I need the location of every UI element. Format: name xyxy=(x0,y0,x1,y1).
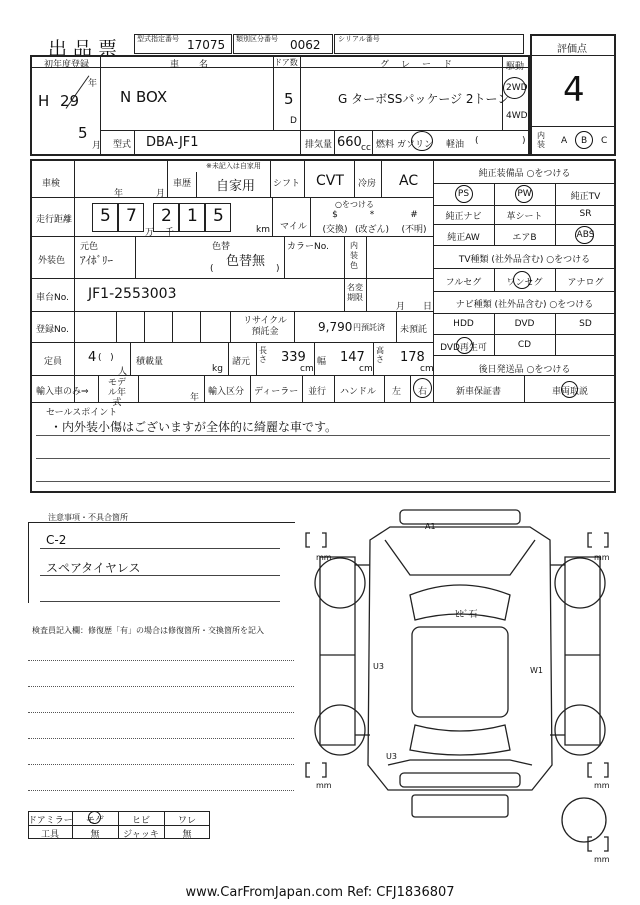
capacity-unit: 人 xyxy=(118,367,128,377)
odo-dollar: $ xyxy=(332,210,338,220)
displacement-label: 排気量 xyxy=(305,140,333,150)
mileage-unit-sen: 千 xyxy=(165,228,175,238)
mm-spare: mm xyxy=(594,855,610,864)
first-reg-label: 初年度登録 xyxy=(44,60,90,70)
odo-star: * xyxy=(369,210,375,220)
serial-label: シリアル番号 xyxy=(338,35,380,43)
reg-no-label: 登録No. xyxy=(36,325,69,335)
odo-star-sub: (改ざん) xyxy=(354,225,390,235)
fuel-paren-open: ( xyxy=(475,136,479,146)
acc-jack-value: 無 xyxy=(182,830,192,840)
acc-header-break: ワレ xyxy=(177,816,196,826)
load-unit: kg xyxy=(212,364,223,374)
navi-dvd-play: DVD再生可 xyxy=(440,343,487,353)
notes-line-1: C-2 xyxy=(46,533,67,547)
equip-airbag: エアB xyxy=(512,233,537,243)
tv-fullseg: フルセグ xyxy=(445,278,482,288)
width-value: 147 xyxy=(340,350,365,365)
shaken-month-unit: 月 xyxy=(156,189,166,199)
height-label: 高さ xyxy=(376,346,384,364)
chassis-value: JF1-2553003 xyxy=(88,286,177,302)
fuel-paren-close: ) xyxy=(522,136,526,146)
navi-dvd-play-circle xyxy=(456,337,473,354)
fuel-gasoline: ガソリン xyxy=(397,140,434,150)
interior-a: A xyxy=(561,136,568,146)
acc-header-moge: モゲ xyxy=(85,816,104,826)
grade-label: グレード xyxy=(380,60,465,70)
length-value: 339 xyxy=(281,350,306,365)
notes-line-2: スペアタイヤレス xyxy=(46,561,141,575)
mileage-unit-man: 万 xyxy=(145,228,155,238)
inspector-note-label: 検査員記入欄：修復歴「有」の場合は修復箇所・交換箇所を記入 xyxy=(32,626,264,635)
sales-point-text: ・内外装小傷はございますが全体的に綺麗な車です。 xyxy=(50,420,338,434)
sheet-title: 出品票 xyxy=(48,38,124,60)
mileage-digit-3: 2 xyxy=(161,206,172,226)
color-change-label: 色替 xyxy=(212,242,231,252)
capacity-paren: ( ) xyxy=(98,353,114,363)
drive-4wd: 4WD xyxy=(506,111,528,121)
tv-oneseg-circle xyxy=(513,271,531,289)
doors-value: 5 xyxy=(284,90,294,108)
length-unit: cm xyxy=(300,364,314,374)
doors-label: ドア数 xyxy=(274,58,298,67)
docs-manual-circle xyxy=(561,381,578,398)
chassis-label: 車台No. xyxy=(36,293,69,303)
dealer-option: ディーラー xyxy=(254,387,299,397)
model-type-value: DBA-JF1 xyxy=(146,135,199,150)
equip-ps-circle xyxy=(455,185,473,203)
equip-abs: ABS xyxy=(576,230,595,240)
equip-sr: SR xyxy=(579,209,592,219)
car-name-value: N BOX xyxy=(120,88,168,106)
acc-jack-label: ジャッキ xyxy=(123,830,159,840)
navi-title: ナビ種類 (社外品含む) ○をつける xyxy=(455,300,594,310)
color-paren-close: ) xyxy=(276,264,280,274)
recycle-suffix: 円預託済 xyxy=(353,323,385,332)
equip-leather: 革シート xyxy=(506,212,543,222)
footer-ref: www.CarFromJapan.com Ref: CFJ1836807 xyxy=(185,885,455,900)
reg-year: 29 xyxy=(60,92,80,110)
orig-color-value: ｱｲﾎﾞﾘｰ xyxy=(80,254,113,267)
mark-u3-bottom: U3 xyxy=(386,752,397,761)
import-label: 輸入車のみ⇒ xyxy=(36,387,89,397)
length-label: 長さ xyxy=(259,346,267,364)
mileage-unit-km: km xyxy=(256,225,270,235)
acc-moge-circle xyxy=(88,811,101,824)
handle-right: 右 xyxy=(418,387,428,397)
mark-chip: ﾋﾋﾞ石 xyxy=(455,610,478,620)
mark-w1: W1 xyxy=(530,666,543,675)
height-value: 178 xyxy=(400,350,425,365)
capacity-label: 定員 xyxy=(44,357,63,367)
orig-color-label: 元色 xyxy=(80,242,99,252)
displacement-unit: cc xyxy=(361,143,371,153)
history-value: 自家用 xyxy=(216,179,256,194)
door-type: D xyxy=(290,116,297,126)
odo-hash: # xyxy=(410,210,418,220)
docs-manual: 車両取説 xyxy=(551,387,588,397)
reg-year-unit: 年 xyxy=(88,79,98,89)
tax-day-unit: 日 xyxy=(423,302,433,312)
handle-label: ハンドル xyxy=(340,387,377,397)
car-damage-diagram xyxy=(300,505,625,875)
fuel-gasoline-circle xyxy=(411,131,433,151)
acc-tools-value: 無 xyxy=(90,830,100,840)
width-unit: cm xyxy=(359,364,373,374)
reg-era: H xyxy=(38,92,50,110)
capacity-value: 4 xyxy=(88,350,97,365)
interior-b-circle xyxy=(575,131,593,149)
mileage-digit-4: 1 xyxy=(187,206,198,226)
equipment-title: 純正装備品 ○をつける xyxy=(478,169,571,179)
displacement-value: 660 xyxy=(337,135,362,150)
category-value: 0062 xyxy=(290,38,321,52)
import-type-label: 輸入区分 xyxy=(208,387,245,397)
int-color-label: 内装色 xyxy=(350,241,358,270)
car-name-label: 車名 xyxy=(170,60,229,70)
ac-label: 冷房 xyxy=(358,179,377,189)
equip-tv: 純正TV xyxy=(570,192,601,202)
acc-header-crack: ヒビ xyxy=(131,816,150,826)
drive-2wd-circle xyxy=(503,77,526,99)
shaken-year-unit: 年 xyxy=(114,189,124,199)
odo-mark-note: ○をつける xyxy=(335,200,374,209)
mile-label: マイル xyxy=(280,222,307,232)
mm-bottom-left: mm xyxy=(316,781,332,790)
notes-label: 注意事項・不具合箇所 xyxy=(48,513,128,522)
interior-c: C xyxy=(601,136,608,146)
drive-2wd: 2WD xyxy=(506,83,528,93)
navi-sd: SD xyxy=(579,319,592,329)
interior-label: 内装 xyxy=(537,131,545,149)
history-label: 車歴 xyxy=(173,179,192,189)
docs-warranty: 新車保証書 xyxy=(455,387,501,397)
handle-right-circle xyxy=(413,378,432,398)
model-designation-label: 型式指定番号 xyxy=(137,35,179,43)
equip-pw: PW xyxy=(517,189,532,199)
navi-cd: CD xyxy=(517,340,532,350)
mileage-digit-5: 5 xyxy=(213,206,224,226)
fuel-diesel: 軽油 xyxy=(446,140,465,150)
height-unit: cm xyxy=(420,364,434,374)
mileage-digit-2: 7 xyxy=(126,206,137,226)
docs-title: 後日発送品 ○をつける xyxy=(478,365,571,375)
ac-value: AC xyxy=(399,173,419,189)
model-designation-value: 17075 xyxy=(187,38,226,52)
dims-label: 諸元 xyxy=(232,357,251,367)
reg-month: 5 xyxy=(78,124,88,142)
equip-abs-circle xyxy=(575,226,594,244)
recycle-amount: 9,790 xyxy=(318,320,353,334)
tv-analog: アナログ xyxy=(567,278,604,288)
grade-value: G ターボSSパッケージ 2トーン xyxy=(338,92,510,106)
fuel-label: 燃料 xyxy=(376,140,395,150)
acc-tools-label: 工具 xyxy=(40,830,59,840)
ext-color-label: 外装色 xyxy=(38,256,66,266)
mileage-label: 走行距離 xyxy=(36,215,73,225)
mark-a1: A1 xyxy=(425,522,436,531)
equip-pw-circle xyxy=(515,185,533,203)
shift-label: シフト xyxy=(273,179,301,189)
score-label: 評価点 xyxy=(557,44,587,55)
navi-dvd: DVD xyxy=(514,319,535,329)
odo-hash-sub: (不明) xyxy=(401,225,427,235)
tax-label: 名変期限 xyxy=(347,283,363,302)
score-value: 4 xyxy=(563,70,585,110)
category-label: 類別区分番号 xyxy=(236,35,278,43)
recycle-unpaid: 未預託 xyxy=(400,325,428,335)
interior-b: B xyxy=(581,136,588,146)
color-paren-open: ( xyxy=(210,264,214,274)
model-year-unit: 年 xyxy=(190,393,200,403)
drive-label: 駆動 xyxy=(506,62,525,72)
mm-top-left: mm xyxy=(316,553,332,562)
equip-ps: PS xyxy=(457,189,470,199)
width-label: 幅 xyxy=(317,357,327,367)
odo-dollar-sub: (交換) xyxy=(322,225,348,235)
recycle-label: リサイクル預託金 xyxy=(243,316,287,337)
shaken-label: 車検 xyxy=(42,179,61,189)
shift-value: CVT xyxy=(316,173,344,189)
color-no-label: カラーNo. xyxy=(287,242,329,252)
model-year-label: モデル年式 xyxy=(107,378,126,408)
parallel-option: 並行 xyxy=(308,387,327,397)
mm-top-right: mm xyxy=(594,553,610,562)
sales-point-label: セールスポイント xyxy=(46,408,118,418)
mileage-digit-1: 5 xyxy=(100,206,111,226)
acc-header-mirror: ドアミラー xyxy=(28,816,73,826)
tv-title: TV種類 (社外品含む) ○をつける xyxy=(458,255,591,265)
color-change-value: 色替無 xyxy=(226,254,266,269)
tv-oneseg: ワンセグ xyxy=(506,278,543,288)
equip-aw: 純正AW xyxy=(447,233,480,243)
tax-month-unit: 月 xyxy=(396,302,406,312)
load-label: 積載量 xyxy=(136,357,164,367)
model-type-label: 型式 xyxy=(113,140,132,150)
equip-navi: 純正ナビ xyxy=(445,212,482,222)
handle-left: 左 xyxy=(392,387,402,397)
mark-u3-left: U3 xyxy=(373,662,384,671)
navi-hdd: HDD xyxy=(453,319,474,329)
history-note: ※未記入は自家用 xyxy=(206,162,261,170)
mm-bottom-right: mm xyxy=(594,781,610,790)
reg-month-unit: 月 xyxy=(92,141,102,151)
